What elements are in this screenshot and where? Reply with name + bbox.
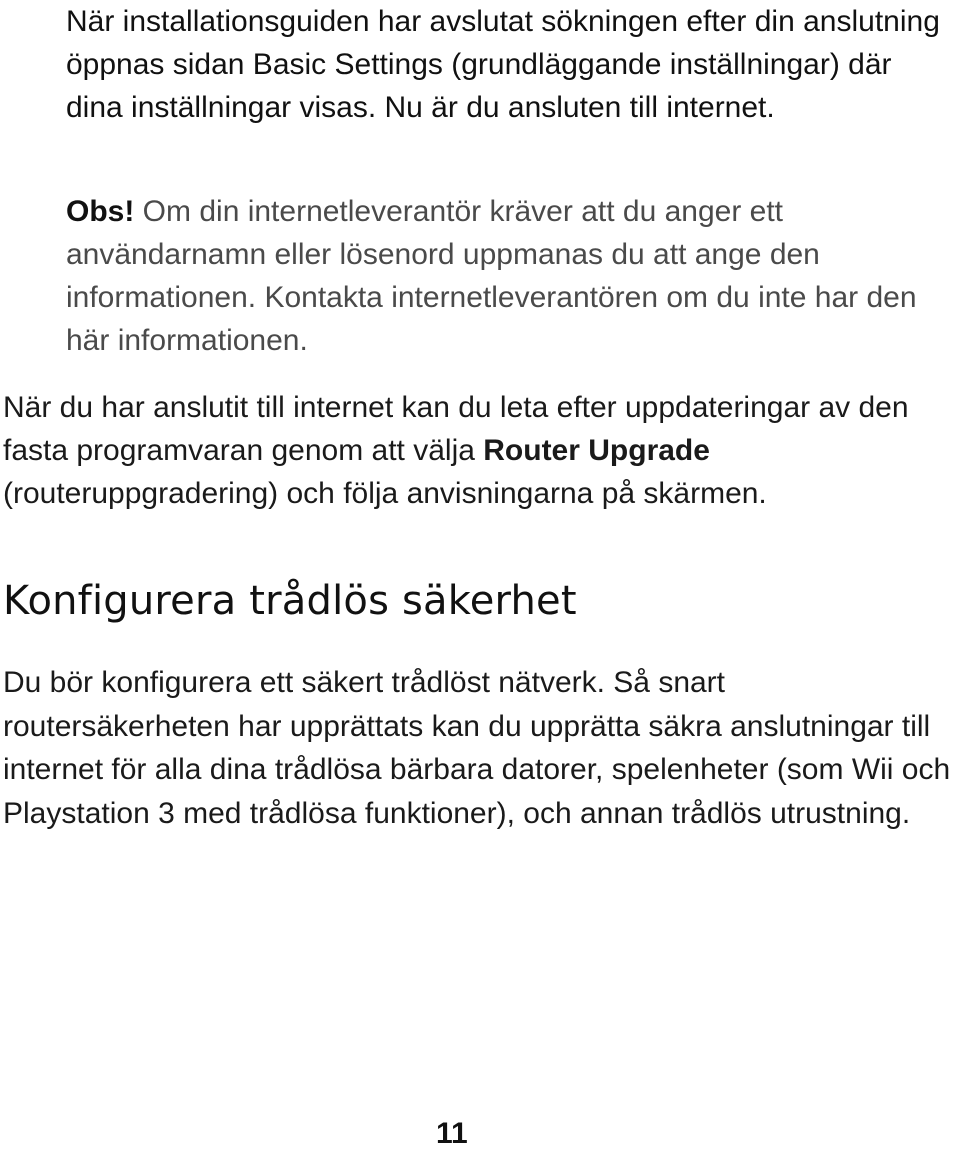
section-heading: Konfigurera trådlös säkerhet — [3, 578, 577, 624]
security-paragraph: Du bör konfigurera ett säkert trådlöst nätverk. Så snart routersäkerheten har upprättats kan du upprätta säkra anslutningar till internet för alla dina trådlösa bärbara datorer, spelenheter (som Wii och Playstation 3 med trådlösa funktioner), och annan trådlös utrustning. — [3, 666, 951, 830]
page-number: 11 — [436, 1117, 468, 1150]
note-paragraph — [66, 190, 956, 362]
firmware-update-paragraph — [3, 386, 958, 515]
router-upgrade-term: Router Upgrade — [483, 434, 710, 467]
note-text: Om din internetleverantör kräver att du anger ett användarnamn eller lösenord uppmanas du att ange den informationen. Kontakta internetleverantören om du inte har den här informationen. — [66, 195, 917, 357]
firmware-text-before: När du har anslutit till internet kan du leta efter uppdateringar av den fasta programvaran genom att välja — [3, 391, 909, 467]
note-label: Obs! — [66, 195, 135, 228]
intro-paragraph: När installationsguiden har avslutat sökningen efter din anslutning öppnas sidan Basic Settings (grundläggande inställningar) där dina inställningar visas. Nu är du ansluten till internet. — [66, 5, 940, 124]
firmware-text-after: (routeruppgradering) och följa anvisningarna på skärmen. — [3, 477, 767, 510]
